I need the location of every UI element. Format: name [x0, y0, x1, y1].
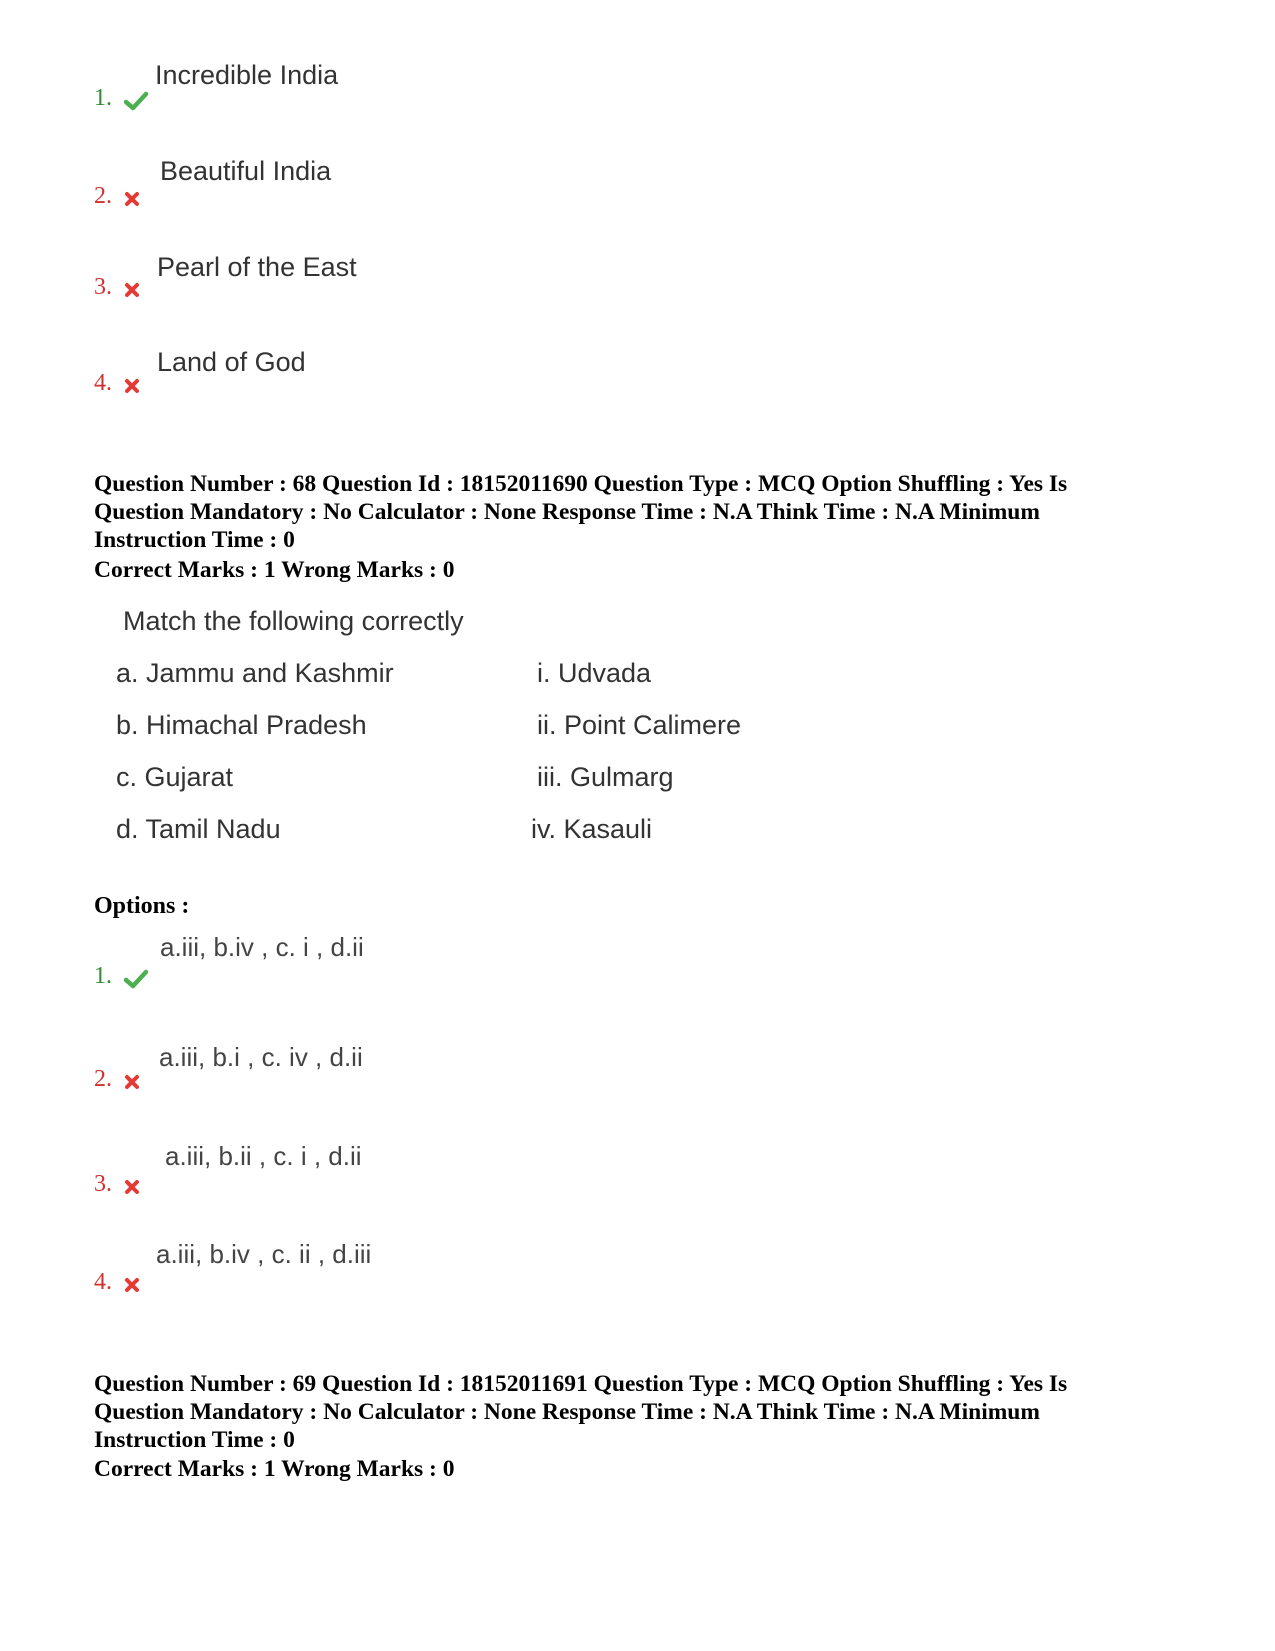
option-number: 2.: [94, 1066, 140, 1093]
match-left-item: d. Tamil Nadu: [116, 814, 281, 844]
option-number: 3.: [94, 1171, 140, 1198]
cross-icon: [124, 1277, 140, 1293]
match-right-item: ii. Point Calimere: [537, 710, 742, 740]
option-text: Land of God: [157, 347, 306, 377]
check-icon: [124, 91, 148, 111]
option-text: Incredible India: [155, 60, 339, 90]
cross-icon: [124, 282, 140, 298]
match-left-item: b. Himachal Pradesh: [116, 710, 367, 740]
option-text: Beautiful India: [160, 156, 332, 186]
match-right-item: iv. Kasauli: [531, 814, 653, 844]
options-label: Options :: [94, 893, 190, 919]
option-number: 1.: [94, 85, 148, 112]
match-right-item: i. Udvada: [537, 658, 652, 688]
option-number: 4.: [94, 370, 140, 397]
match-left-item: a. Jammu and Kashmir: [116, 658, 394, 688]
match-right-item: iii. Gulmarg: [537, 762, 674, 792]
option-number: 3.: [94, 274, 140, 301]
question-69-meta: Question Number : 69 Question Id : 18152011691 Question Type : MCQ Option Shuffling : Yes Is Question Mandatory : No Calculator : None Response Time : N.A Think Time : N.A Minimum Instruction Time : 0: [94, 1371, 1068, 1453]
option-text: a.iii, b.iv , c. i , d.ii: [160, 932, 364, 962]
option-number: 2.: [94, 183, 140, 210]
option-text: a.iii, b.i , c. iv , d.ii: [159, 1042, 363, 1072]
option-text: Pearl of the East: [157, 252, 357, 282]
option-number: 1.: [94, 963, 148, 990]
option-number: 4.: [94, 1269, 140, 1296]
option-text: a.iii, b.iv , c. ii , d.iii: [156, 1239, 372, 1269]
question-69-marks: Correct Marks : 1 Wrong Marks : 0: [94, 1456, 455, 1482]
question-68-meta: Question Number : 68 Question Id : 18152011690 Question Type : MCQ Option Shuffling : Yes Is Question Mandatory : No Calculator : None Response Time : N.A Think Time : N.A Minimum Instruction Time : 0: [94, 471, 1068, 553]
question-prompt: Match the following correctly: [123, 606, 464, 636]
cross-icon: [124, 1074, 140, 1090]
cross-icon: [124, 1179, 140, 1195]
question-68-marks: Correct Marks : 1 Wrong Marks : 0: [94, 557, 455, 583]
check-icon: [124, 969, 148, 989]
cross-icon: [124, 378, 140, 394]
option-text: a.iii, b.ii , c. i , d.ii: [165, 1141, 362, 1171]
match-left-item: c. Gujarat: [116, 762, 234, 792]
cross-icon: [124, 191, 140, 207]
